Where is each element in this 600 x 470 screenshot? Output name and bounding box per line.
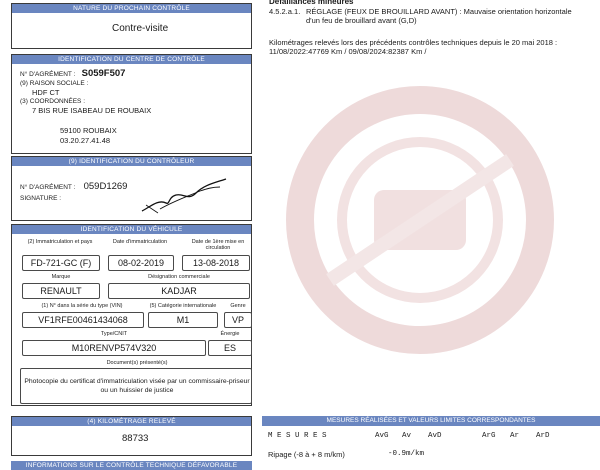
type-value: M10RENVP574V320 bbox=[22, 340, 206, 356]
documents-value: Photocopie du certificat d'immatriculation visée par un commissaire-priseur ou un huissier de justice bbox=[24, 378, 250, 394]
controller-header: (9) IDENTIFICATION DU CONTRÔLEUR bbox=[12, 157, 251, 166]
energie-label: Énergie bbox=[220, 331, 240, 337]
controller-panel bbox=[11, 156, 252, 221]
first-date-label: Date de 1ère mise en circulation bbox=[191, 239, 245, 251]
signature-graphic bbox=[140, 175, 230, 215]
immat-value: FD-721-GC (F) bbox=[22, 255, 100, 271]
watermark-seal-icon bbox=[270, 70, 570, 370]
vehicle-header: IDENTIFICATION DU VÉHICULE bbox=[12, 225, 251, 234]
date-immat-value: 08-02-2019 bbox=[108, 255, 174, 271]
vehicle-panel bbox=[11, 224, 252, 406]
raison-label: (9) RAISON SOCIALE : bbox=[20, 80, 89, 87]
ripage-range: (-8 à + 8 m/km) bbox=[293, 450, 345, 459]
center-panel bbox=[11, 54, 252, 154]
bottom-info-header: INFORMATIONS SUR LE CONTRÔLE TECHNIQUE DÉFAVORABLE bbox=[11, 461, 252, 470]
center-agrement-value: S059F507 bbox=[81, 68, 126, 79]
genre-value: VP bbox=[224, 312, 252, 328]
vin-label: (1) N° dans la série du type (VIN) bbox=[41, 303, 123, 309]
energie-value: ES bbox=[208, 340, 252, 356]
address-line2: 59100 ROUBAIX bbox=[60, 126, 117, 135]
documents-label: Document(s) présenté(s) bbox=[106, 360, 168, 366]
designation-value: KADJAR bbox=[108, 283, 250, 299]
immat-label: (2) Immatriculation et pays bbox=[27, 239, 93, 245]
type-label: Type/CNIT bbox=[100, 331, 128, 337]
col-av: Av bbox=[402, 432, 412, 440]
defect-code: 4.5.2.a.1. bbox=[269, 7, 301, 16]
col-avg: AvG bbox=[375, 432, 389, 440]
phone-value: 03.20.27.41.48 bbox=[60, 136, 111, 145]
defect-text-line1: RÉGLAGE (FEUX DE BROUILLARD AVANT) : Mauvaise orientation horizontale bbox=[306, 7, 572, 16]
date-immat-label: Date d'immatriculation bbox=[112, 239, 168, 245]
documents-box bbox=[20, 368, 252, 404]
measures-label: M E S U R E S bbox=[268, 432, 327, 440]
ripage-row bbox=[268, 450, 345, 459]
km-history-line2: 11/08/2022:47769 Km / 09/08/2024:82387 Km / bbox=[269, 47, 427, 56]
ripage-value: -0.9m/km bbox=[388, 450, 425, 458]
defects-title: Défaillances mineures bbox=[269, 0, 354, 6]
measures-header: MESURES RÉALISÉES ET VALEURS LIMITES CORRESPONDANTES bbox=[262, 416, 600, 426]
defect-text-line2: d'un feu de brouillard avant (G,D) bbox=[306, 16, 417, 25]
genre-label: Genre bbox=[230, 303, 246, 309]
address-line1: 7 BIS RUE ISABEAU DE ROUBAIX bbox=[32, 106, 152, 115]
marque-value: RENAULT bbox=[22, 283, 100, 299]
next-visit-value: Contre-visite bbox=[112, 23, 169, 34]
col-arg: ArG bbox=[482, 432, 496, 440]
center-agrement-label: N° D'AGRÉMENT : bbox=[20, 71, 76, 78]
mileage-header: (4) KILOMÉTRAGE RELEVÉ bbox=[12, 417, 251, 426]
mileage-panel bbox=[11, 416, 252, 456]
col-ard: ArD bbox=[536, 432, 550, 440]
vin-value: VF1RFE00461434068 bbox=[22, 312, 144, 328]
signature-label: SIGNATURE : bbox=[20, 195, 62, 202]
col-avd: AvD bbox=[428, 432, 442, 440]
next-visit-header: NATURE DU PROCHAIN CONTRÔLE bbox=[12, 4, 251, 13]
designation-label: Désignation commerciale bbox=[148, 274, 210, 280]
km-history-line1: Kilométrages relevés lors des précédents contrôles techniques depuis le 20 mai 2018 : bbox=[269, 38, 558, 47]
mileage-value: 88733 bbox=[122, 433, 149, 444]
controller-agrement-label: N° D'AGRÉMENT : bbox=[20, 184, 76, 191]
coord-label: (3) COORDONNÉES : bbox=[20, 98, 86, 105]
ripage-label: Ripage bbox=[268, 450, 292, 459]
categorie-value: M1 bbox=[148, 312, 218, 328]
next-visit-panel bbox=[11, 3, 252, 49]
col-ar: Ar bbox=[510, 432, 520, 440]
categorie-label: (5) Catégorie internationale bbox=[149, 303, 217, 309]
raison-value: HDF CT bbox=[32, 88, 60, 97]
marque-label: Marque bbox=[51, 274, 71, 280]
controller-agrement-value: 059D1269 bbox=[83, 181, 128, 192]
center-header: IDENTIFICATION DU CENTRE DE CONTRÔLE bbox=[12, 55, 251, 64]
first-date-value: 13-08-2018 bbox=[182, 255, 250, 271]
